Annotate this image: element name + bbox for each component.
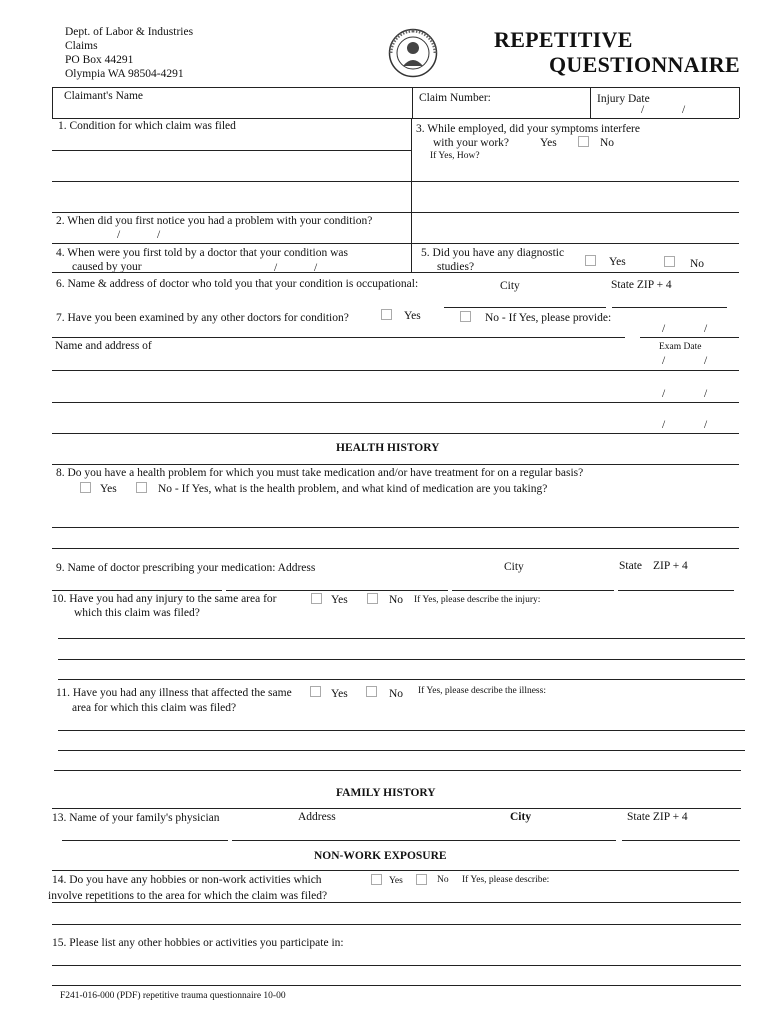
q5-no-checkbox[interactable] — [664, 256, 675, 267]
q7-no-checkbox[interactable] — [460, 311, 471, 322]
q9-state-label: State — [619, 560, 642, 572]
q5-label: 5. Did you have any diagnostic — [421, 247, 565, 259]
q5-yes-label: Yes — [609, 256, 626, 268]
form-title-line2: QUESTIONNAIRE — [549, 52, 740, 77]
q13-label: 13. Name of your family's physician — [52, 812, 220, 824]
date-separator: / — [641, 104, 645, 116]
q13-city-label: City — [510, 811, 532, 823]
q11-label: 11. Have you had any illness that affected the same — [56, 687, 292, 699]
q5-yes-checkbox[interactable] — [585, 255, 596, 266]
address-line: Olympia WA 98504-4291 — [65, 68, 184, 80]
date-separator: / — [662, 388, 666, 400]
address-line: Claims — [65, 40, 98, 52]
q14-label-cont: involve repetitions to the area for which the claim was filed? — [48, 890, 328, 902]
q10-yes-checkbox[interactable] — [311, 593, 322, 604]
q14-no-label: No — [437, 875, 449, 885]
q11-yes-checkbox[interactable] — [310, 686, 321, 697]
form-title-line1: REPETITIVE — [494, 27, 633, 52]
q3-yes-checkbox[interactable] — [578, 136, 589, 147]
date-separator: / — [314, 262, 318, 274]
q11-no-label: No — [389, 688, 404, 700]
date-separator: / — [704, 323, 708, 335]
q13-state-zip-label: State ZIP + 4 — [627, 811, 688, 823]
q11-if-yes-label: If Yes, please describe the illness: — [418, 686, 546, 696]
injury-date-label: Injury Date — [597, 93, 650, 105]
q14-yes-checkbox[interactable] — [371, 874, 382, 885]
claim-number-label: Claim Number: — [419, 92, 491, 104]
q5-no-label: No — [690, 258, 705, 270]
date-separator: / — [662, 419, 666, 431]
q7-no-label: No - If Yes, please provide: — [485, 312, 612, 324]
q6-label: 6. Name & address of doctor who told you that your condition is occupational: — [56, 278, 419, 290]
claimant-name-label: Claimant's Name — [64, 90, 144, 102]
date-separator: / — [682, 104, 686, 116]
q8-label: 8. Do you have a health problem for which you must take medication and/or have treatment for on a regular basis? — [56, 467, 584, 479]
q7-yes-label: Yes — [404, 310, 421, 322]
q10-yes-label: Yes — [331, 594, 348, 606]
date-separator: / — [274, 262, 278, 274]
q6-state-zip-label: State ZIP + 4 — [611, 279, 672, 291]
q3-label-cont: with your work? — [433, 137, 510, 149]
q4-label-cont: caused by your — [72, 261, 142, 273]
q9-zip-label: ZIP + 4 — [653, 560, 688, 572]
q14-if-yes-label: If Yes, please describe: — [462, 875, 550, 885]
q3-if-yes-label: If Yes, How? — [430, 151, 480, 161]
q1-label: 1. Condition for which claim was filed — [58, 120, 236, 132]
q7-name-address-label: Name and address of — [55, 340, 152, 352]
family-history-heading: FAMILY HISTORY — [336, 787, 436, 799]
q15-label: 15. Please list any other hobbies or activities you participate in: — [52, 937, 344, 949]
q14-label: 14. Do you have any hobbies or non-work activities which — [52, 874, 322, 886]
q7-label: 7. Have you been examined by any other doctors for condition? — [56, 312, 349, 324]
address-line: Dept. of Labor & Industries — [65, 26, 194, 38]
q3-no-label: No — [600, 137, 615, 149]
q7-exam-date-label: Exam Date — [659, 342, 702, 352]
q13-address-label: Address — [298, 811, 336, 823]
q4-label: 4. When were you first told by a doctor that your condition was — [56, 247, 349, 259]
q10-label: 10. Have you had any injury to the same area for — [52, 593, 277, 605]
form-footer: F241-016-000 (PDF) repetitive trauma questionnaire 10-00 — [60, 991, 286, 1001]
q8-yes-checkbox[interactable] — [80, 482, 91, 493]
date-separator: / — [704, 419, 708, 431]
q10-label-cont: which this claim was filed? — [74, 607, 200, 619]
q3-label: 3. While employed, did your symptoms interfere — [416, 123, 640, 135]
q14-no-checkbox[interactable] — [416, 874, 427, 885]
date-separator: / — [662, 323, 666, 335]
date-separator: / — [117, 229, 121, 241]
q5-label-cont: studies? — [437, 261, 475, 273]
q3-yes-label: Yes — [540, 137, 557, 149]
q6-city-label: City — [500, 280, 520, 292]
health-history-heading: HEALTH HISTORY — [336, 442, 440, 454]
q11-no-checkbox[interactable] — [366, 686, 377, 697]
state-seal-icon — [388, 28, 438, 78]
q8-no-label: No - If Yes, what is the health problem, and what kind of medication are you taking? — [158, 483, 548, 495]
q7-yes-checkbox[interactable] — [381, 309, 392, 320]
q10-no-label: No — [389, 594, 404, 606]
q11-yes-label: Yes — [331, 688, 348, 700]
q10-if-yes-label: If Yes, please describe the injury: — [414, 595, 541, 605]
q9-label: 9. Name of doctor prescribing your medication: Address — [56, 562, 316, 574]
date-separator: / — [157, 229, 161, 241]
q14-yes-label: Yes — [389, 876, 403, 886]
agency-address — [65, 25, 193, 81]
date-separator: / — [704, 388, 708, 400]
non-work-heading: NON-WORK EXPOSURE — [314, 850, 447, 862]
q2-label: 2. When did you first notice you had a problem with your condition? — [56, 215, 373, 227]
q8-yes-label: Yes — [100, 483, 117, 495]
q11-label-cont: area for which this claim was filed? — [72, 702, 237, 714]
address-line: PO Box 44291 — [65, 54, 134, 66]
date-separator: / — [662, 355, 666, 367]
q8-no-checkbox[interactable] — [136, 482, 147, 493]
q9-city-label: City — [504, 561, 524, 573]
q10-no-checkbox[interactable] — [367, 593, 378, 604]
date-separator: / — [704, 355, 708, 367]
